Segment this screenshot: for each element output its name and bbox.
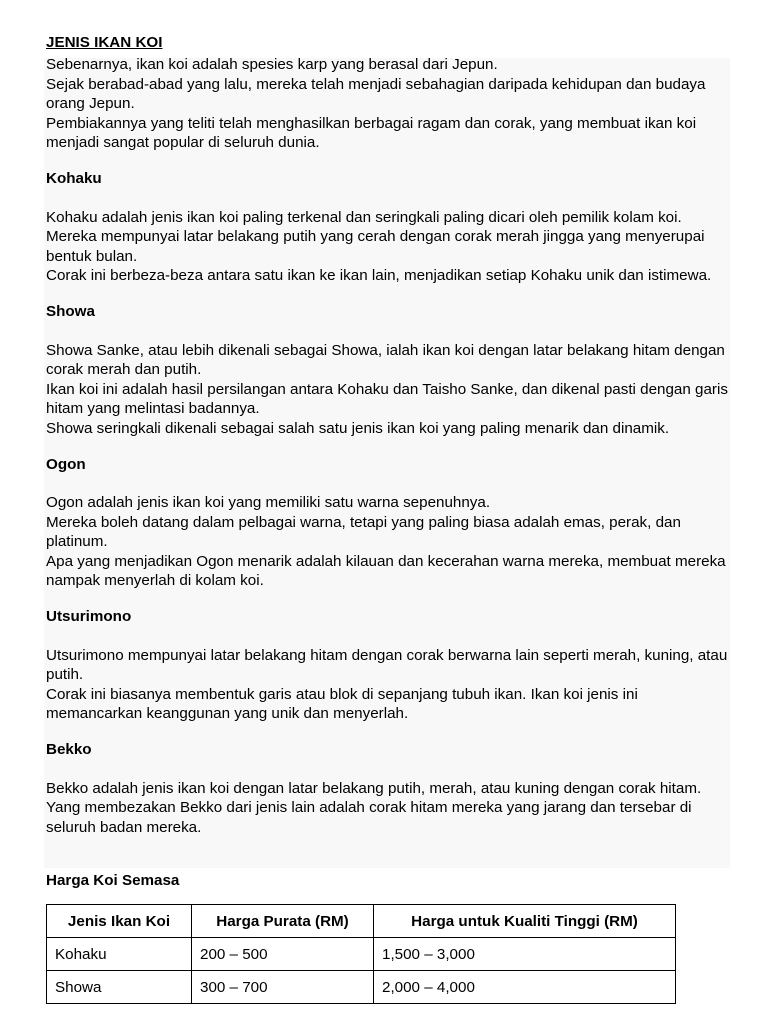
intro-line: Sejak berabad-abad yang lalu, mereka telah menjadi sebahagian daripada kehidupan dan budaya orang Jepun. xyxy=(46,75,706,113)
paragraph: Showa Sanke, atau lebih dikenali sebagai Showa, ialah ikan koi dengan latar belakang hitam dengan corak merah dan putih. xyxy=(46,341,725,379)
intro-paragraphs xyxy=(46,55,730,152)
table-row xyxy=(47,938,676,971)
paragraph: Kohaku adalah jenis ikan koi paling terkenal dan seringkali paling dicari oleh pemilik kolam koi. xyxy=(46,208,682,226)
section-body-ogon xyxy=(46,493,730,590)
section-heading-bekko: Bekko xyxy=(46,741,92,759)
paragraph: Yang membezakan Bekko dari jenis lain adalah corak hitam mereka yang jarang dan tersebar di seluruh badan mereka. xyxy=(46,799,692,836)
paragraph: Utsurimono mempunyai latar belakang hitam dengan corak berwarna lain seperti merah, kuning, atau putih. xyxy=(46,646,728,684)
table-cell: 1,500 – 3,000 xyxy=(374,938,676,971)
section-body-showa xyxy=(46,341,730,438)
table-cell: Kohaku xyxy=(47,938,192,971)
paragraph: Ogon adalah jenis ikan koi yang memiliki satu warna sepenuhnya. xyxy=(46,494,491,512)
paragraph: Mereka mempunyai latar belakang putih yang cerah dengan corak merah jingga yang menyerupai bentuk bulan. xyxy=(46,228,705,265)
section-heading-utsurimono: Utsurimono xyxy=(46,608,132,626)
intro-line: Sebenarnya, ikan koi adalah spesies karp yang berasal dari Jepun. xyxy=(46,56,498,74)
paragraph: Apa yang menjadikan Ogon menarik adalah kilauan dan kecerahan warna mereka, membuat mereka nampak menyerlah di kolam koi. xyxy=(46,552,726,589)
paragraph: Mereka boleh datang dalam pelbagai warna, tetapi yang paling biasa adalah emas, perak, dan platinum. xyxy=(46,513,681,551)
section-heading-ogon: Ogon xyxy=(46,455,86,473)
section-body-bekko xyxy=(46,779,730,837)
table-cell: Showa xyxy=(47,971,192,1004)
paragraph: Ikan koi ini adalah hasil persilangan antara Kohaku dan Taisho Sanke, dan dikenal pasti dengan garis hitam yang melintasi badannya. xyxy=(46,380,728,418)
section-body-utsurimono xyxy=(46,646,730,724)
intro-line: Pembiakannya yang teliti telah menghasilkan berbagai ragam dan corak, yang membuat ikan koi menjadi sangat popular di seluruh dunia. xyxy=(46,114,697,152)
column-header: Harga Purata (RM) xyxy=(192,905,374,938)
column-header: Harga untuk Kualiti Tinggi (RM) xyxy=(374,905,676,938)
section-heading-kohaku: Kohaku xyxy=(46,170,102,188)
column-header: Jenis Ikan Koi xyxy=(47,905,192,938)
table-cell: 2,000 – 4,000 xyxy=(374,971,676,1004)
price-table-heading: Harga Koi Semasa xyxy=(46,872,180,889)
paragraph: Bekko adalah jenis ikan koi dengan latar belakang putih, merah, atau kuning dengan corak hitam. xyxy=(46,779,702,797)
table-row xyxy=(47,971,676,1004)
section-heading-showa: Showa xyxy=(46,303,95,321)
paragraph: Corak ini berbeza-beza antara satu ikan ke ikan lain, menjadikan setiap Kohaku unik dan istimewa. xyxy=(46,267,712,285)
document-page xyxy=(46,33,730,1004)
table-header-row xyxy=(47,905,676,938)
price-table xyxy=(46,904,676,1004)
document-title: JENIS IKAN KOI xyxy=(46,34,163,51)
paragraph: Showa seringkali dikenali sebagai salah satu jenis ikan koi yang paling menarik dan dinamik. xyxy=(46,419,670,437)
paragraph: Corak ini biasanya membentuk garis atau blok di sepanjang tubuh ikan. Ikan koi jenis ini memancarkan keanggunan yang unik dan menyerlah. xyxy=(46,685,638,722)
table-cell: 300 – 700 xyxy=(192,971,374,1004)
table-cell: 200 – 500 xyxy=(192,938,374,971)
section-body-kohaku xyxy=(46,208,730,286)
